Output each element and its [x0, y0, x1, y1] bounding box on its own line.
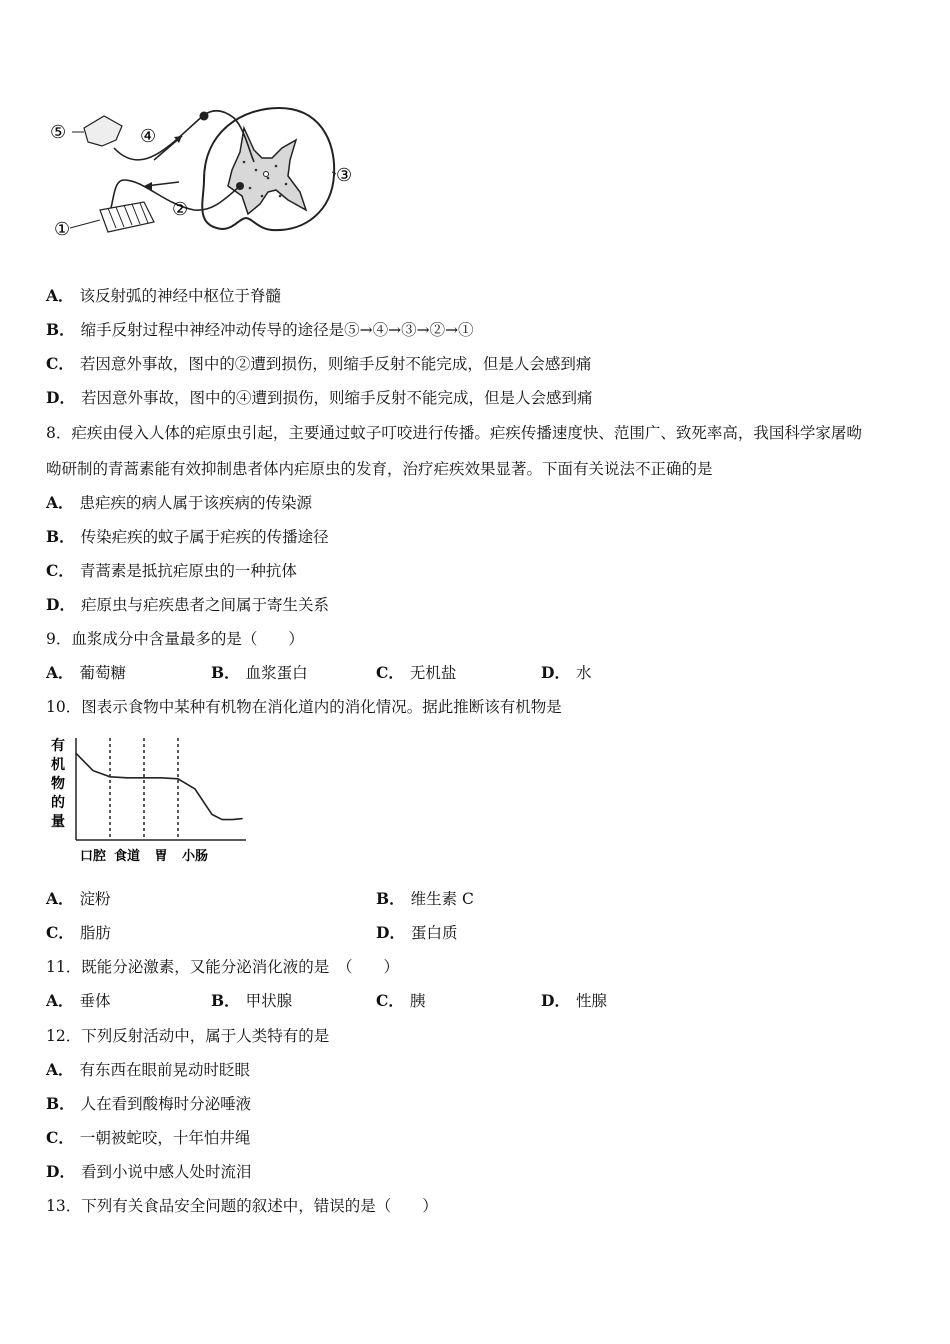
q8-option-c: C． 青蒿素是抵抗疟原虫的一种抗体	[46, 561, 297, 580]
q11-option-d: D． 性腺	[541, 991, 607, 1010]
q9-option-d: D． 水	[541, 663, 592, 682]
label-3: ③	[336, 165, 353, 186]
grey-matter	[228, 128, 306, 214]
y-axis-label-char: 的	[51, 795, 65, 811]
q10-option-b: B． 维生素 C	[376, 889, 474, 908]
q11-option-b: B． 甲状腺	[211, 991, 293, 1010]
label-4: ④	[140, 126, 157, 147]
q11-option-c: C． 胰	[376, 991, 426, 1010]
q10-option-d: D． 蛋白质	[376, 923, 458, 942]
digestion-chart	[46, 730, 256, 870]
label-2: ②	[172, 199, 189, 220]
q12-option-d: D． 看到小说中感人处时流泪	[46, 1162, 252, 1181]
q12-option-a: A． 有东西在眼前晃动时眨眼	[46, 1060, 251, 1079]
sensory-nerve	[114, 111, 254, 162]
q8-option-a: A． 患疟疾的病人属于该疾病的传染源	[46, 493, 313, 512]
q13-stem: 13．下列有关食品安全问题的叙述中，错误的是（ ）	[46, 1197, 438, 1215]
y-axis-label-char: 有	[51, 738, 65, 754]
reflex-arc-figure	[44, 100, 364, 250]
y-axis-label-char: 机	[51, 757, 65, 773]
y-axis-label-char: 物	[51, 776, 65, 792]
series-line	[76, 753, 243, 819]
q9-option-a: A． 葡萄糖	[46, 663, 127, 682]
q12-option-b: B． 人在看到酸梅时分泌唾液	[46, 1094, 252, 1113]
q8-stem-line1: 8．疟疾由侵入人体的疟原虫引起，主要通过蚊子叮咬进行传播。疟疾传播速度快、范围广、致死率高，我国科学家屠呦	[46, 424, 862, 442]
q9-option-c: C． 无机盐	[376, 663, 457, 682]
q8-option-b: B． 传染疟疾的蚊子属于疟疾的传播途径	[46, 527, 329, 546]
x-tick-label: 口腔	[79, 849, 107, 864]
q10-stem: 10．图表示食物中某种有机物在消化道内的消化情况。据此推断该有机物是	[46, 698, 562, 716]
q8-stem-line2: 呦研制的青蒿素能有效抑制患者体内疟原虫的发育，治疗疟疾效果显著。下面有关说法不正确的是	[46, 460, 713, 478]
x-tick-label: 食道	[113, 849, 141, 864]
q9-stem: 9．血浆成分中含量最多的是（ ）	[46, 630, 304, 648]
q7-option-c: C． 若因意外事故，图中的②遭到损伤，则缩手反射不能完成，但是人会感到痛	[46, 354, 592, 373]
q10-option-c: C． 脂肪	[46, 923, 111, 942]
label-1: ①	[54, 219, 71, 240]
q11-stem: 11．既能分泌激素，又能分泌消化液的是 （ ）	[46, 958, 399, 976]
q12-stem: 12．下列反射活动中，属于人类特有的是	[46, 1027, 330, 1045]
q10-option-a: A． 淀粉	[46, 889, 111, 908]
q9-option-b: B． 血浆蛋白	[211, 663, 308, 682]
q8-option-d: D． 疟原虫与疟疾患者之间属于寄生关系	[46, 595, 329, 614]
q7-option-b: B． 缩手反射过程中神经冲动传导的途径是⑤→④→③→②→①	[46, 320, 474, 339]
receptor-skin	[84, 116, 122, 146]
effector-muscle	[100, 202, 154, 232]
q11-option-a: A． 垂体	[46, 991, 111, 1010]
x-tick-label: 小肠	[181, 849, 209, 864]
q7-option-d: D． 若因意外事故，图中的④遭到损伤，则缩手反射不能完成，但是人会感到痛	[46, 388, 593, 407]
x-tick-label: 胃	[154, 849, 168, 864]
q7-option-a: A． 该反射弧的神经中枢位于脊髓	[46, 286, 282, 305]
label-5: ⑤	[50, 122, 67, 143]
y-axis-label-char: 量	[51, 814, 65, 830]
q12-option-c: C． 一朝被蛇咬，十年怕井绳	[46, 1128, 251, 1147]
